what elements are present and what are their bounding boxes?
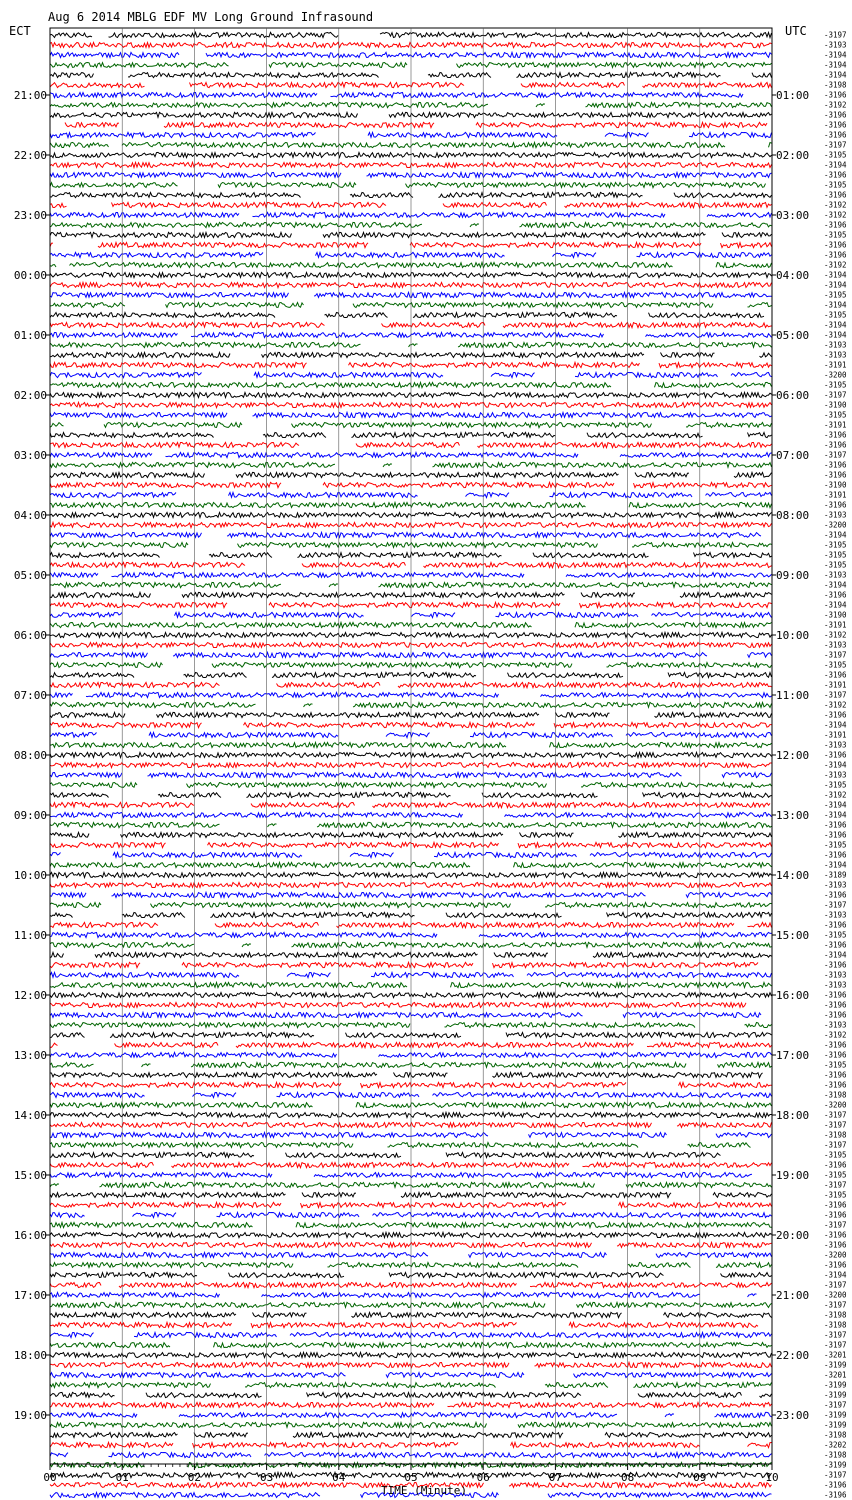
row-value-label: -3197 xyxy=(824,1400,847,1410)
right-time-label: 06:00 xyxy=(776,389,810,402)
row-value-label: -3201 xyxy=(824,1350,847,1360)
left-time-label: 06:00 xyxy=(13,629,47,642)
row-value-label: -3195 xyxy=(824,380,847,390)
row-value-label: -3196 xyxy=(824,820,847,830)
row-value-label: -3195 xyxy=(824,780,847,790)
row-value-label: -3194 xyxy=(824,810,847,820)
right-axis-header: UTC xyxy=(785,24,807,38)
row-value-label: -3198 xyxy=(824,1320,847,1330)
x-tick-label-08: 08 xyxy=(620,1471,635,1484)
row-value-label: -3195 xyxy=(824,180,847,190)
left-time-label: 01:00 xyxy=(13,329,47,342)
left-time-label: 11:00 xyxy=(13,929,47,942)
row-value-label: -3200 xyxy=(824,1250,847,1260)
row-value-label: -3196 xyxy=(824,430,847,440)
row-value-label: -3197 xyxy=(824,450,847,460)
row-value-label: -3196 xyxy=(824,460,847,470)
chart-title: Aug 6 2014 MBLG EDF MV Long Ground Infrasound xyxy=(48,10,374,24)
row-value-label: -3195 xyxy=(824,1190,847,1200)
row-value-label: -3197 xyxy=(824,140,847,150)
row-value-label: -3194 xyxy=(824,760,847,770)
row-value-label: -3197 xyxy=(824,1340,847,1350)
row-value-label: -3196 xyxy=(824,1040,847,1050)
left-time-label: 07:00 xyxy=(13,689,47,702)
left-time-label: 02:00 xyxy=(13,389,47,402)
row-value-label: -3196 xyxy=(824,220,847,230)
right-time-label: 07:00 xyxy=(776,449,810,462)
x-tick-label-09: 09 xyxy=(693,1471,707,1484)
row-value-label: -3193 xyxy=(824,740,847,750)
x-tick-label-07: 07 xyxy=(548,1471,563,1484)
right-time-label: 23:00 xyxy=(776,1409,810,1422)
row-value-label: -3198 xyxy=(824,80,847,90)
left-time-label: 19:00 xyxy=(13,1409,47,1422)
row-value-label: -3194 xyxy=(824,70,847,80)
row-value-label: -3197 xyxy=(824,1120,847,1130)
row-value-label: -3195 xyxy=(824,1060,847,1070)
row-value-label: -3194 xyxy=(824,720,847,730)
row-value-label: -3197 xyxy=(824,1180,847,1190)
right-time-label: 19:00 xyxy=(776,1169,810,1182)
right-time-label: 04:00 xyxy=(776,269,810,282)
left-time-label: 00:00 xyxy=(13,269,47,282)
row-value-label: -3196 xyxy=(824,500,847,510)
row-value-label: -3194 xyxy=(824,800,847,810)
row-value-label: -3196 xyxy=(824,470,847,480)
row-value-label: -3200 xyxy=(824,1290,847,1300)
row-value-label: -3194 xyxy=(824,280,847,290)
row-value-label: -3193 xyxy=(824,340,847,350)
row-value-label: -3189 xyxy=(824,870,847,880)
right-time-label: 12:00 xyxy=(776,749,810,762)
row-value-label: -3196 xyxy=(824,940,847,950)
left-time-label: 21:00 xyxy=(13,89,47,102)
row-value-label: -3197 xyxy=(824,900,847,910)
right-time-label: 01:00 xyxy=(776,89,810,102)
row-value-label: -3195 xyxy=(824,660,847,670)
right-time-label: 22:00 xyxy=(776,1349,810,1362)
row-value-labels xyxy=(824,31,847,1500)
row-value-label: -3196 xyxy=(824,130,847,140)
right-time-label: 10:00 xyxy=(776,629,810,642)
left-time-label: 08:00 xyxy=(13,749,47,762)
left-time-label: 10:00 xyxy=(13,869,47,882)
x-tick-label-06: 06 xyxy=(476,1471,490,1484)
row-value-label: -3196 xyxy=(824,1260,847,1270)
row-value-label: -3196 xyxy=(824,1240,847,1250)
left-time-label: 13:00 xyxy=(13,1049,47,1062)
row-value-label: -3195 xyxy=(824,550,847,560)
row-value-label: -3196 xyxy=(824,1490,847,1500)
row-value-label: -3195 xyxy=(824,290,847,300)
row-value-label: -3194 xyxy=(824,530,847,540)
row-value-label: -3194 xyxy=(824,300,847,310)
row-value-label: -3196 xyxy=(824,240,847,250)
row-value-label: -3193 xyxy=(824,40,847,50)
row-value-label: -3193 xyxy=(824,640,847,650)
row-value-label: -3190 xyxy=(824,400,847,410)
right-time-label: 17:00 xyxy=(776,1049,810,1062)
row-value-label: -3192 xyxy=(824,790,847,800)
x-tick-label-02: 02 xyxy=(187,1471,202,1484)
row-value-label: -3197 xyxy=(824,650,847,660)
row-value-label: -3192 xyxy=(824,700,847,710)
row-value-label: -3199 xyxy=(824,1420,847,1430)
x-tick-label-05: 05 xyxy=(404,1471,418,1484)
row-value-label: -3199 xyxy=(824,1360,847,1370)
row-value-label: -3193 xyxy=(824,770,847,780)
row-value-label: -3197 xyxy=(824,1470,847,1480)
row-value-label: -3197 xyxy=(824,30,847,40)
row-value-label: -3197 xyxy=(824,1110,847,1120)
left-time-label: 23:00 xyxy=(13,209,47,222)
row-value-label: -3193 xyxy=(824,980,847,990)
right-time-label: 20:00 xyxy=(776,1229,810,1242)
left-time-label: 05:00 xyxy=(13,569,47,582)
row-value-label: -3193 xyxy=(824,570,847,580)
row-value-label: -3196 xyxy=(824,440,847,450)
row-value-label: -3195 xyxy=(824,560,847,570)
left-time-label: 15:00 xyxy=(13,1169,47,1182)
left-axis-header: ECT xyxy=(9,24,31,38)
row-value-label: -3202 xyxy=(824,1440,847,1450)
right-time-label: 21:00 xyxy=(776,1289,810,1302)
row-value-label: -3197 xyxy=(824,1300,847,1310)
x-tick-label-01: 01 xyxy=(115,1471,129,1484)
row-value-label: -3196 xyxy=(824,590,847,600)
x-axis-label: TIME (Minute) xyxy=(380,1484,468,1497)
row-value-label: -3196 xyxy=(824,250,847,260)
row-value-label: -3197 xyxy=(824,390,847,400)
row-value-label: -3192 xyxy=(824,100,847,110)
row-value-label: -3199 xyxy=(824,1390,847,1400)
row-value-label: -3195 xyxy=(824,840,847,850)
left-time-label: 18:00 xyxy=(13,1349,47,1362)
row-value-label: -3201 xyxy=(824,1370,847,1380)
row-value-label: -3194 xyxy=(824,270,847,280)
row-value-label: -3195 xyxy=(824,410,847,420)
x-tick-label-00: 00 xyxy=(43,1471,57,1484)
row-value-label: -3193 xyxy=(824,350,847,360)
row-value-label: -3200 xyxy=(824,1100,847,1110)
row-value-label: -3194 xyxy=(824,60,847,70)
row-value-label: -3193 xyxy=(824,970,847,980)
row-value-label: -3196 xyxy=(824,1480,847,1490)
row-value-label: -3198 xyxy=(824,1090,847,1100)
row-value-label: -3191 xyxy=(824,680,847,690)
row-value-label: -3198 xyxy=(824,1430,847,1440)
row-value-label: -3194 xyxy=(824,330,847,340)
row-value-label: -3199 xyxy=(824,1410,847,1420)
right-time-label: 03:00 xyxy=(776,209,810,222)
row-value-label: -3196 xyxy=(824,750,847,760)
row-value-label: -3194 xyxy=(824,950,847,960)
row-value-label: -3194 xyxy=(824,580,847,590)
row-value-label: -3196 xyxy=(824,90,847,100)
row-value-label: -3198 xyxy=(824,1450,847,1460)
row-value-label: -3196 xyxy=(824,120,847,130)
x-tick-label-03: 03 xyxy=(259,1471,274,1484)
right-time-label: 02:00 xyxy=(776,149,810,162)
row-value-label: -3194 xyxy=(824,600,847,610)
row-value-label: -3196 xyxy=(824,960,847,970)
row-value-label: -3192 xyxy=(824,1030,847,1040)
left-time-label: 16:00 xyxy=(13,1229,47,1242)
row-value-label: -3195 xyxy=(824,1150,847,1160)
row-value-label: -3194 xyxy=(824,160,847,170)
row-value-label: -3190 xyxy=(824,610,847,620)
right-time-label: 15:00 xyxy=(776,929,810,942)
left-time-label: 14:00 xyxy=(13,1109,47,1122)
row-value-label: -3199 xyxy=(824,1380,847,1390)
row-value-label: -3196 xyxy=(824,1010,847,1020)
row-value-label: -3192 xyxy=(824,200,847,210)
row-value-label: -3191 xyxy=(824,490,847,500)
row-value-label: -3190 xyxy=(824,480,847,490)
row-value-label: -3198 xyxy=(824,1310,847,1320)
row-value-label: -3196 xyxy=(824,830,847,840)
row-value-label: -3199 xyxy=(824,1460,847,1470)
right-time-label: 14:00 xyxy=(776,869,810,882)
row-value-label: -3198 xyxy=(824,1130,847,1140)
row-value-label: -3196 xyxy=(824,1080,847,1090)
row-value-label: -3193 xyxy=(824,910,847,920)
left-time-label: 12:00 xyxy=(13,989,47,1002)
row-value-label: -3196 xyxy=(824,710,847,720)
row-value-label: -3194 xyxy=(824,860,847,870)
left-time-label: 17:00 xyxy=(13,1289,47,1302)
right-time-label: 16:00 xyxy=(776,989,810,1002)
row-value-label: -3196 xyxy=(824,1000,847,1010)
row-value-label: -3195 xyxy=(824,930,847,940)
row-value-label: -3194 xyxy=(824,1270,847,1280)
row-value-label: -3200 xyxy=(824,370,847,380)
row-value-label: -3196 xyxy=(824,920,847,930)
x-tick-label-10: 10 xyxy=(765,1471,779,1484)
row-value-label: -3196 xyxy=(824,1160,847,1170)
row-value-label: -3195 xyxy=(824,310,847,320)
row-value-label: -3194 xyxy=(824,320,847,330)
row-value-label: -3191 xyxy=(824,360,847,370)
row-value-label: -3197 xyxy=(824,1280,847,1290)
right-time-label: 13:00 xyxy=(776,809,810,822)
row-value-label: -3196 xyxy=(824,110,847,120)
row-value-label: -3196 xyxy=(824,1210,847,1220)
row-value-label: -3195 xyxy=(824,150,847,160)
row-value-label: -3191 xyxy=(824,730,847,740)
row-value-label: -3192 xyxy=(824,630,847,640)
row-value-label: -3191 xyxy=(824,420,847,430)
row-value-label: -3197 xyxy=(824,1330,847,1340)
row-value-label: -3192 xyxy=(824,210,847,220)
row-value-label: -3193 xyxy=(824,880,847,890)
row-value-label: -3194 xyxy=(824,50,847,60)
row-value-label: -3196 xyxy=(824,170,847,180)
row-value-label: -3195 xyxy=(824,1170,847,1180)
row-value-label: -3197 xyxy=(824,1220,847,1230)
row-value-label: -3200 xyxy=(824,520,847,530)
row-value-label: -3197 xyxy=(824,690,847,700)
left-time-label: 03:00 xyxy=(13,449,47,462)
right-time-label: 11:00 xyxy=(776,689,810,702)
right-time-label: 09:00 xyxy=(776,569,810,582)
row-value-label: -3196 xyxy=(824,1070,847,1080)
row-value-label: -3193 xyxy=(824,510,847,520)
right-time-label: 08:00 xyxy=(776,509,810,522)
left-time-label: 09:00 xyxy=(13,809,47,822)
x-tick-label-04: 04 xyxy=(332,1471,346,1484)
row-value-label: -3197 xyxy=(824,1140,847,1150)
row-value-label: -3191 xyxy=(824,620,847,630)
row-value-label: -3196 xyxy=(824,190,847,200)
row-value-label: -3196 xyxy=(824,1200,847,1210)
left-time-label: 22:00 xyxy=(13,149,47,162)
row-value-label: -3195 xyxy=(824,540,847,550)
right-time-label: 18:00 xyxy=(776,1109,810,1122)
row-value-label: -3195 xyxy=(824,230,847,240)
row-value-label: -3196 xyxy=(824,990,847,1000)
row-value-label: -3193 xyxy=(824,1020,847,1030)
right-time-label: 05:00 xyxy=(776,329,810,342)
row-value-label: -3196 xyxy=(824,1050,847,1060)
left-time-label: 04:00 xyxy=(13,509,47,522)
row-value-label: -3196 xyxy=(824,670,847,680)
row-value-label: -3196 xyxy=(824,850,847,860)
row-value-label: -3196 xyxy=(824,890,847,900)
row-value-label: -3196 xyxy=(824,1230,847,1240)
row-value-label: -3192 xyxy=(824,260,847,270)
